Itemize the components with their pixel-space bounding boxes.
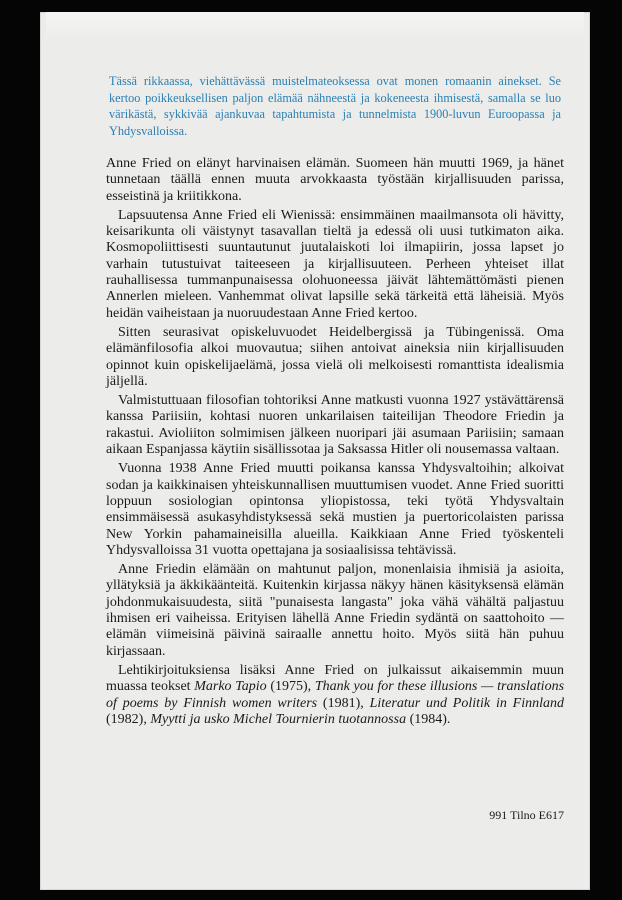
- work-title: Marko Tapio: [194, 679, 267, 695]
- catalog-code: 991 Tilno E617: [489, 808, 564, 822]
- cover-top-edge: [46, 12, 584, 42]
- work-year: (1982),: [106, 711, 151, 727]
- blurb-text: Tässä rikkaassa, viehättävässä muistelmateoksessa ovat monen romaanin ainekset. Se kertoo poikkeuksellisen paljon elämää nähneestä ja kokeneesta ihmisestä, samalla se luo värikästä, sykkivää ajankuvaa tapahtumista ja tunnelmista 1900-luvun Euroopassa ja Yhdysvalloissa.: [109, 74, 561, 138]
- work-year: (1981),: [317, 695, 370, 711]
- works-intro: Lehtikirjoituksiensa lisäksi Anne Fried on julkaissut aikaisemmin muun muassa teokset: [106, 662, 564, 695]
- description-body: [106, 156, 564, 731]
- paragraph-studies: Sitten seurasivat opiskeluvuodet Heidelbergissä ja Tübingenissä. Oma elämänfilosofia alkoi muovautua; siihen antoivat aineksia niin kirjallisuuden opinnot kuin opiskelijaelämä, jossa vielä oli melkoisesti romanttista idealismia jäljellä.: [106, 324, 564, 389]
- work-title: Thank you for these illusions — translations of poems by Finnish women writers: [106, 679, 565, 711]
- work-year: (1975),: [266, 679, 315, 695]
- work-title: Myytti ja usko Michel Tournierin tuotannossa: [150, 711, 407, 727]
- paragraph-usa: Vuonna 1938 Anne Fried muutti poikansa kanssa Yhdysvaltoihin; alkoivat sodan ja kaikkinaisen yhteiskunnallisen muuttumisen vuodet. Anne Fried suoritti loppuun sosiologian opintonsa yliopistossa, teki työtä Yhdysvaltain ensimmäisessä asukasyhdistyksessä sekä mustien ja puertoricolaisten parissa New Yorkin pahamaineisilla alueilla. Kaikkiaan Anne Fried työskenteli Yhdysvalloissa 31 vuotta opettajana ja sosiaalisissa tehtävissä.: [106, 461, 564, 558]
- work-year: (1984).: [406, 711, 451, 727]
- paragraph-life: Anne Friedin elämään on mahtunut paljon, monenlaisia ihmisiä ja asioita, yllätyksiä ja äkkikäänteitä. Kuitenkin kirjassa näkyy hänen käsityksensä elämän johdonmukaisuudesta, siitä "punaisesta langasta" joka vähä vähältä paljastuu ihmisen eri vaiheissa. Erityisen lähellä Anne Friedin sydäntä on saattohoito — elämän viimeisinä päivinä sairaalle annettu hoito. Myös siitä hän puhuu kirjassaan.: [106, 562, 564, 659]
- paragraph-childhood: Lapsuutensa Anne Fried eli Wienissä: ensimmäinen maailmansota oli hävitty, keisarikunta oli väistynyt tasavallan tieltä ja edessä oli uusi tutkimaton aika. Kosmopoliittisesti suuntautunut juutalaiskoti loi ilmapiirin, jossa lapset jo varhain tutustuivat taiteeseen ja kirjallisuuteen. Perheen yhteiset illat rauhallisessa tummanpunaisessa olohuoneessa jäivät lähtemättömästi pienen Annerlen mieleen. Vanhemmat olivat lapsille sekä tärkeitä että läheisiä. Myös heidän vaiheistaan ja nuoruudestaan Anne Fried kertoo.: [106, 207, 564, 321]
- work-title: Literatur und Politik in Finnland: [369, 695, 564, 711]
- paragraph-works: [106, 663, 564, 728]
- paragraph-intro: Anne Fried on elänyt harvinaisen elämän. Suomeen hän muutti 1969, ja hänet tunnetaan täällä ennen muuta arvokkaasta työstään kirjallisuuden parissa, esseistinä ja kriitikkona.: [106, 156, 564, 204]
- paragraph-paris: Valmistuttuaan filosofian tohtoriksi Anne matkusti vuonna 1927 ystävättärensä kanssa Pariisiin, kohtasi nuoren unkarilaisen taiteilijan Theodore Friedin ja rakastui. Avioliiton solmimisen jälkeen nuoripari jäi asumaan Pariisiin; samaan aikaan Espanjassa käytiin sisällissotaa ja Saksassa Hitler oli nousemassa valtaan.: [106, 393, 564, 458]
